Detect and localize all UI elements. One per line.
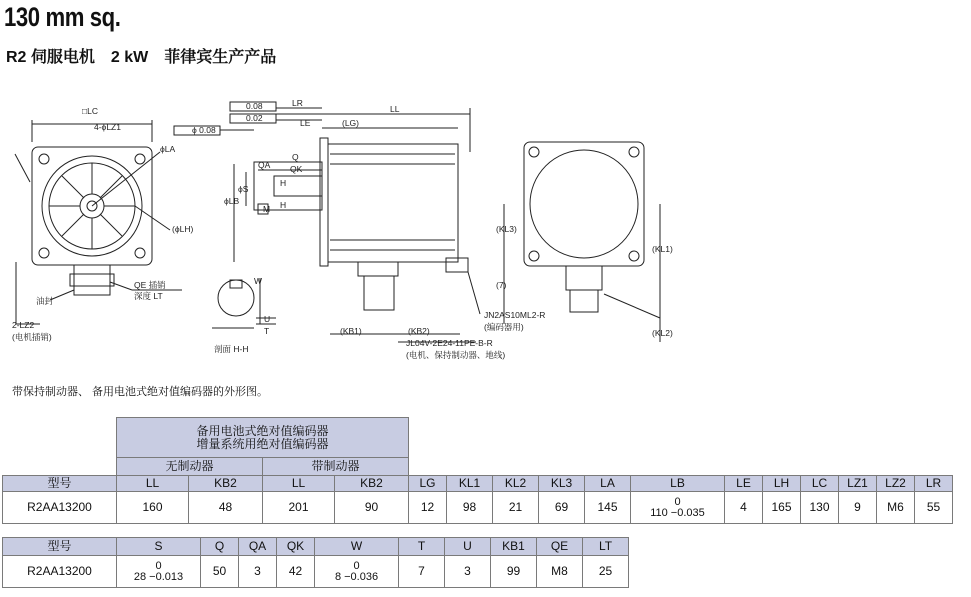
dimension-drawing	[0, 92, 971, 377]
column-header: LA	[585, 476, 631, 492]
column-header: KB2	[335, 476, 409, 492]
svg-text:(编码器用): (编码器用)	[484, 322, 524, 332]
svg-text:(7): (7)	[496, 280, 507, 290]
w-tolerance-cell: 0 8 −0.036	[315, 556, 399, 588]
column-header: 型号	[3, 538, 117, 556]
column-header: QA	[239, 538, 277, 556]
svg-text:ϕ 0.08: ϕ 0.08	[192, 125, 216, 135]
column-header: U	[445, 538, 491, 556]
svg-text:QK: QK	[290, 164, 303, 174]
svg-text:H: H	[280, 200, 287, 210]
column-header: LH	[763, 476, 801, 492]
column-header: KL3	[539, 476, 585, 492]
column-header: LZ2	[877, 476, 915, 492]
column-header: QE	[537, 538, 583, 556]
table-cell: 165	[763, 492, 801, 524]
table-cell: 9	[839, 492, 877, 524]
table-cell: 130	[801, 492, 839, 524]
svg-text:4-ϕLZ1: 4-ϕLZ1	[94, 122, 121, 132]
table-cell: 48	[189, 492, 263, 524]
svg-text:0.02: 0.02	[246, 113, 263, 123]
svg-text:LR: LR	[292, 98, 303, 108]
table-cell: 160	[117, 492, 189, 524]
model-cell: R2AA13200	[3, 492, 117, 524]
table-cell: 90	[335, 492, 409, 524]
table-row	[3, 556, 629, 588]
table-cell: 99	[491, 556, 537, 588]
svg-text:(ϕLH): (ϕLH)	[172, 224, 194, 234]
s-tolerance-cell: 0 28 −0.013	[117, 556, 201, 588]
group-header: 备用电池式绝对值编码器 增量系统用绝对值编码器	[117, 418, 409, 458]
svg-text:H: H	[280, 178, 287, 188]
table-cell: 201	[263, 492, 335, 524]
column-header: LC	[801, 476, 839, 492]
table-cell: 25	[583, 556, 629, 588]
column-header: LB	[631, 476, 725, 492]
column-header: QK	[277, 538, 315, 556]
table-row	[3, 492, 953, 524]
svg-text:(KB1): (KB1)	[340, 326, 362, 336]
table-cell: 7	[399, 556, 445, 588]
table-cell: 3	[239, 556, 277, 588]
table-cell: 42	[277, 556, 315, 588]
model-cell: R2AA13200	[3, 556, 117, 588]
column-header: S	[117, 538, 201, 556]
column-header: KL2	[493, 476, 539, 492]
svg-text:(KL3): (KL3)	[496, 224, 517, 234]
dimension-table-1	[2, 417, 953, 524]
table-cell: 145	[585, 492, 631, 524]
lb-tolerance-cell: 0 110 −0.035	[631, 492, 725, 524]
table-cell: 69	[539, 492, 585, 524]
svg-text:(KL2): (KL2)	[652, 328, 673, 338]
column-header: LT	[583, 538, 629, 556]
svg-text:□LC: □LC	[82, 106, 98, 116]
svg-text:(KB2): (KB2)	[408, 326, 430, 336]
svg-text:LE: LE	[300, 118, 311, 128]
column-header: W	[315, 538, 399, 556]
svg-text:(KL1): (KL1)	[652, 244, 673, 254]
svg-text:剖面 H-H: 剖面 H-H	[214, 344, 249, 354]
column-header: KL1	[447, 476, 493, 492]
svg-text:JN2AS10ML2-R: JN2AS10ML2-R	[484, 310, 546, 320]
sub-header-no-brake: 无制动器	[117, 458, 263, 476]
svg-text:(LG): (LG)	[342, 118, 359, 128]
column-header: LL	[117, 476, 189, 492]
drawing-note: 带保持制动器、 备用电池式绝对值编码器的外形图。	[12, 386, 269, 398]
svg-text:Q: Q	[292, 152, 299, 162]
svg-text:W: W	[254, 276, 263, 286]
table-cell: 98	[447, 492, 493, 524]
page-subtitle: R2 伺服电机 2 kW 菲律宾生产产品	[6, 49, 277, 66]
svg-text:JL04V-2E24-11PE-B-R: JL04V-2E24-11PE-B-R	[406, 338, 493, 348]
table-cell: 50	[201, 556, 239, 588]
drawing-labels	[12, 98, 673, 360]
svg-text:LL: LL	[390, 104, 400, 114]
column-header: LZ1	[839, 476, 877, 492]
svg-text:0.08: 0.08	[246, 101, 263, 111]
svg-text:油封: 油封	[36, 296, 54, 306]
column-header: LG	[409, 476, 447, 492]
table-cell: M8	[537, 556, 583, 588]
table-cell: 3	[445, 556, 491, 588]
table-cell: 55	[915, 492, 953, 524]
column-header: LE	[725, 476, 763, 492]
svg-text:QA: QA	[258, 160, 271, 170]
column-header: LR	[915, 476, 953, 492]
svg-text:2-LZ2: 2-LZ2	[12, 320, 35, 330]
column-header: KB1	[491, 538, 537, 556]
column-header: KB2	[189, 476, 263, 492]
table-cell: 12	[409, 492, 447, 524]
column-header: T	[399, 538, 445, 556]
column-header: 型号	[3, 476, 117, 492]
svg-text:ϕS: ϕS	[238, 184, 249, 194]
page-title: 130 mm sq.	[4, 2, 121, 32]
column-header: Q	[201, 538, 239, 556]
svg-text:QE 插销: QE 插销	[134, 280, 166, 290]
svg-text:T: T	[264, 326, 270, 336]
table-cell: 4	[725, 492, 763, 524]
svg-text:ϕLA: ϕLA	[160, 144, 176, 154]
svg-text:M: M	[263, 204, 271, 214]
svg-text:U: U	[264, 314, 271, 324]
table-cell: M6	[877, 492, 915, 524]
sub-header-brake: 带制动器	[263, 458, 409, 476]
svg-text:深度 LT: 深度 LT	[134, 291, 163, 301]
table-cell: 21	[493, 492, 539, 524]
svg-text:ϕLB: ϕLB	[224, 196, 240, 206]
svg-text:(电机、保持制动器、地线): (电机、保持制动器、地线)	[406, 350, 506, 360]
svg-text:(电机插销): (电机插销)	[12, 332, 52, 342]
column-header: LL	[263, 476, 335, 492]
dimension-table-2	[2, 537, 629, 588]
